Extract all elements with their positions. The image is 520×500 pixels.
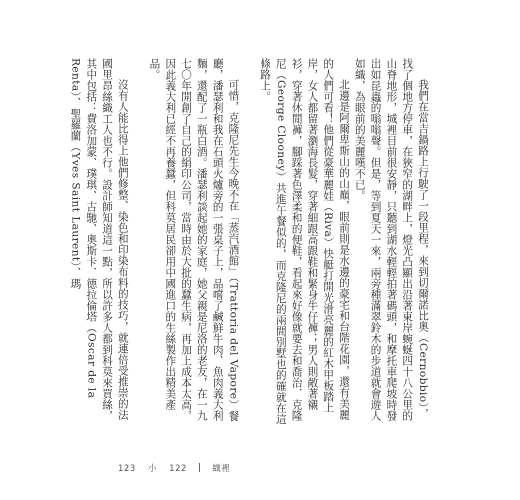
- page-footer: [118, 462, 239, 474]
- footer-divider: [199, 463, 200, 472]
- paragraph-4: 沒有人能比得上他們修整、染色和印染布料的技巧，就連倍受推崇的法國里昂絲織工人也不行。設計師知道這一點，所以許多人都到科莫來買絲，其中包括：費洛加蒙、璞琪、古馳、奧斯卡．德拉倫塔（Oscar de la Renta）、聖羅蘭（Yves Saint Laurent）、瑪: [69, 58, 129, 421]
- running-mark: 小: [147, 464, 157, 474]
- body-text: [69, 58, 430, 430]
- paragraph-1: 我們在當吉鍋路上行駛了一段里程，來到切爾諾比奧（Cernobbio），找了個地方停車，在狹窄的湖畔上，燈光凸顯出沿著東岸蜿蜒四十八公里的山脊地形，城裡目前很安靜，只聽到湖水輕輕拍著碼頭，和摩托車爬坡時發出如昆蟲的嗡嗡聲。但是，等到夏天一來，兩旁種滿翠鈴木的步道就會遊人如織，為眼前的美麗嘆不已。: [353, 58, 429, 421]
- paragraph-3: 可惜，克隆尼先生今晚不在「蒸汽酒館」（Trattoria del Vapore）餐廳，潘瑟利和我在石頭火爐旁的一張桌子上，品嚐了鹹鮮牛肉、魚肉義大利麵，還配了一瓶白酒。潘瑟利談起她的家庭，她父親是尼洛的老友，在一九七〇年開創了自己的絹印公司，當時由於大批的蠶生病，再加上成本太高，因此義大利已經不再養蠶，但科莫居民卻用中國進口的生絲製作出精美產品。: [148, 58, 240, 422]
- page-number-right: 122: [169, 464, 187, 474]
- paragraph-2: 北邊是阿爾卑斯山的山巔，眼前則是水邊的豪宅和台階花園，還有美麗的人們可看！他們從豪華麗娃（Riva）快艇打開光滑亮麗的紅木甲板踏上岸，女人都留著瀏海長髮，穿著細跟高跟鞋和緊身牛仔褲；男人則敞著襯衫，穿著休閒褲，腳踩著色澤柔和的便鞋，看起來好像就要去和喬治．克隆尼（George Clooney）共進午餐似的，而克隆尼的兩間別墅也的確就在這條路上。: [259, 58, 351, 425]
- section-title: 織裡: [212, 464, 231, 474]
- page-number-left: 123: [118, 464, 136, 474]
